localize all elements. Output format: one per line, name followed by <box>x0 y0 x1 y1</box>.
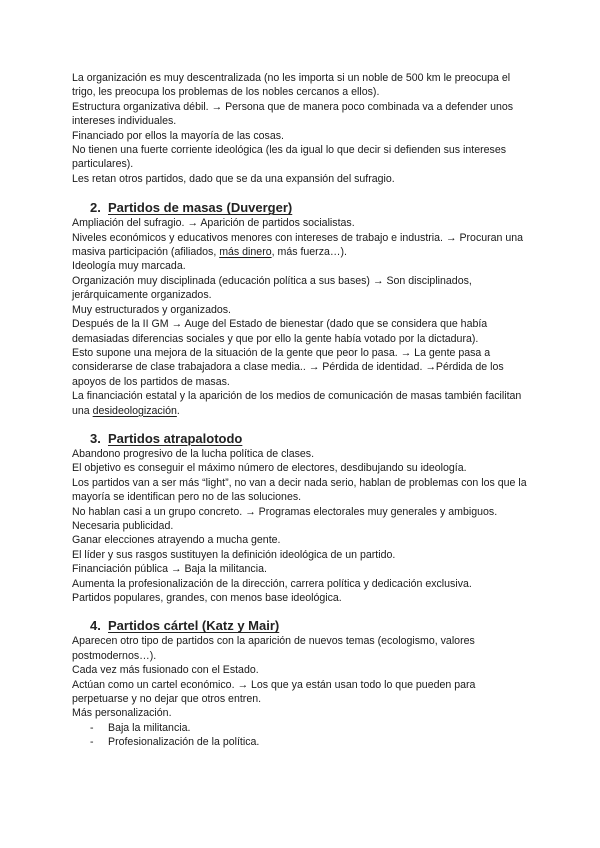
paragraph: No tienen una fuerte corriente ideológica (les da igual lo que decir si defienden sus intereses particulares). <box>72 144 507 171</box>
paragraph: Actúan como un cartel económico. → Los que ya están usan todo lo que pueden para perpetuarse y no dejar que otros entren. <box>72 678 476 706</box>
underlined-text: más dinero <box>219 246 272 259</box>
list-item-text: Baja la militancia. <box>108 721 191 734</box>
heading-title: Partidos atrapalotodo <box>108 430 243 446</box>
paragraph: No hablan casi a un grupo concreto. → Programas electorales muy generales y ambiguos. <box>72 505 498 518</box>
list-item <box>72 735 532 749</box>
text-run: . <box>176 404 180 417</box>
paragraph: Muy estructurados y organizados. <box>72 303 231 316</box>
paragraph <box>72 389 532 418</box>
paragraph: Esto supone una mejora de la situación de la gente que peor lo pasa. → La gente pasa a considerarse de clase trabajadora a clase media.. → Pérdida de identidad. →Pérdida de los apoyos de los partidos de masas. <box>72 346 504 388</box>
section-partidos-de-masas <box>72 200 532 418</box>
paragraph: Abandono progresivo de la lucha política de clases. <box>72 447 315 460</box>
paragraph: Ganar elecciones atrayendo a mucha gente. <box>72 534 281 547</box>
paragraph: El objetivo es conseguir el máximo número de electores, desdibujando su ideología. <box>72 462 467 475</box>
heading-title: Partidos cártel (Katz y Mair) <box>108 618 280 634</box>
paragraph: Partidos populares, grandes, con menos base ideológica. <box>72 592 342 604</box>
paragraph: La organización es muy descentralizada (no les importa si un noble de 500 km le preocupa el trigo, les preocupa los problemas de los nobles cercanos a ellos). <box>72 72 511 99</box>
dash-bullet: - <box>90 721 94 734</box>
section-heading <box>72 200 532 216</box>
text-run: Niveles económicos y educativos menores con intereses de trabajo e industria. → Procuran una masiva participación (afiliados, <box>72 231 524 259</box>
paragraph: Cada vez más fusionado con el Estado. <box>72 664 259 677</box>
heading-number: 2. <box>90 200 101 216</box>
paragraph: Necesaria publicidad. <box>72 519 174 532</box>
heading-number: 4. <box>90 618 101 634</box>
paragraph: Aumenta la profesionalización de la dirección, carrera política y dedicación exclusiva. <box>72 577 472 590</box>
heading-number: 3. <box>90 430 101 446</box>
list-item-text: Profesionalización de la política. <box>108 736 260 749</box>
paragraph: Financiado por ellos la mayoría de las cosas. <box>72 129 284 142</box>
intro-section <box>72 71 532 186</box>
paragraph <box>72 231 532 260</box>
underlined-text: desideologización <box>92 404 177 417</box>
paragraph: Después de la II GM → Auge del Estado de bienestar (dado que se considera que había demasiadas diferencias sociales y que por ello la gente había votado por la dictadura). <box>72 318 488 345</box>
paragraph: Los partidos van a ser más “light”, no van a decir nada serio, hablan de problemas con los que la mayoría se identifican pero no de las soluciones. <box>72 476 527 504</box>
paragraph: Ideología muy marcada. <box>72 260 186 273</box>
dash-bullet: - <box>90 736 94 749</box>
paragraph: Ampliación del sufragio. → Aparición de partidos socialistas. <box>72 217 355 230</box>
paragraph: Financiación pública → Baja la militancia. <box>72 563 267 576</box>
heading-title: Partidos de masas (Duverger) <box>108 200 293 216</box>
paragraph: Estructura organizativa débil. → Persona que de manera poco combinada va a defender unos intereses individuales. <box>72 100 514 128</box>
text-run: , más fuerza…). <box>271 246 347 259</box>
paragraph: Aparecen otro tipo de partidos con la aparición de nuevos temas (ecologismo, valores postmodernos…). <box>72 635 475 662</box>
paragraph: El líder y sus rasgos sustituyen la definición ideológica de un partido. <box>72 548 396 561</box>
text-run: La financiación estatal y la aparición de los medios de comunicación de masas también facilitan una <box>72 390 522 417</box>
paragraph: Les retan otros partidos, dado que se da una expansión del sufragio. <box>72 172 395 185</box>
section-heading <box>72 618 532 634</box>
section-heading <box>72 431 532 447</box>
document-page <box>72 71 532 750</box>
section-partidos-atrapalotodo <box>72 431 532 605</box>
list-item <box>72 721 532 735</box>
section-partidos-cartel <box>72 618 532 749</box>
paragraph: Organización muy disciplinada (educación política a sus bases) → Son disciplinados, jerárquicamente organizados. <box>72 274 472 302</box>
paragraph: Más personalización. <box>72 707 172 720</box>
